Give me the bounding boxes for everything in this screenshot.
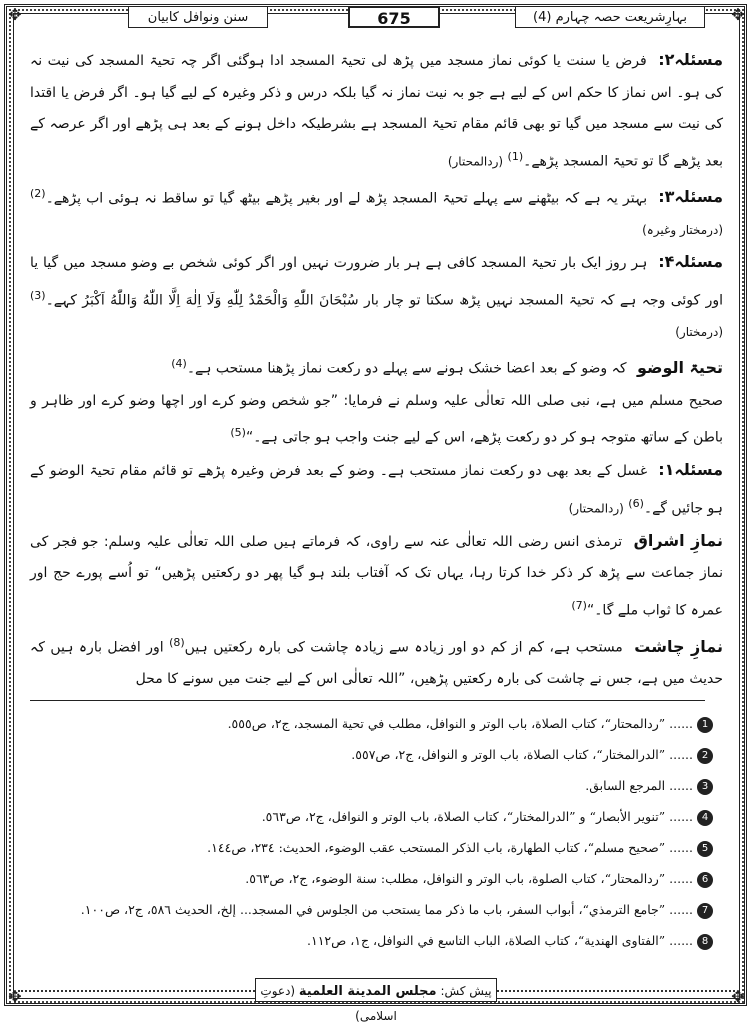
footnote-divider xyxy=(30,700,705,701)
footnote-text: ”جامع الترمذي“، أبواب السفر، باب ما ذكر مما يستحب من الجلوس في المسجد... إلخ، الحديث ٥٨٦، ج٢، ص١٠٠. xyxy=(80,902,666,917)
paragraph-text: ہر روز ایک بار تحیۃ المسجد کافی ہے ہر بار ضرورت نہیں اور اگر کوئی شخص بے وضو مسجد میں گیا یا اور کوئی وجہ ہے کہ تحیۃ المسجد نہیں پڑھ سکتا تو چار بار سُبْحَانَ اللّٰهِ وَالْحَمْدُ لِلّٰهِ وَلَا اِلٰهَ اِلَّا اللّٰهُ وَاللّٰهُ اَكْبَرُ کہے۔ xyxy=(30,255,723,309)
footnote-item: 4...... ”تنوير الأبصار“ و ”الدرالمختار“، كتاب الصلاة، باب الوتر و النوافل، ج٢، ص٥٦٣. xyxy=(30,801,713,832)
paragraph-masala-1 xyxy=(30,454,723,525)
footnote-item: 1...... ”ردالمحتار“، كتاب الصلاة، باب الوتر و النوافل، مطلب في تحية المسجد، ج٢، ص٥٥٥. xyxy=(30,708,713,739)
source-citation: (درمختار وغیرہ) xyxy=(642,222,723,237)
page-footer xyxy=(0,978,753,1023)
footnote-item: 6...... ”ردالمحتار“، كتاب الصلوة، باب الوتر و النوافل، مطلب: سنة الوضوء، ج٢، ص٥٦٣. xyxy=(30,863,713,894)
publisher-label: پیش کش: xyxy=(440,984,492,998)
publisher-sub: (دعوتِ اسلامی) xyxy=(260,984,397,1023)
footnote-number: 6 xyxy=(697,872,713,888)
corner-ornament-icon: ✥ xyxy=(731,987,745,1006)
paragraph-text: کہ وضو کے بعد اعضا خشک ہونے سے پہلے دو رکعت نماز پڑھنا مستحب ہے۔ xyxy=(186,361,627,378)
paragraph-masala-2 xyxy=(30,44,723,178)
paragraph-text: ترمذی انس رضی اللہ تعالٰی عنہ سے راوی، کہ فرماتے ہیں صلی اللہ تعالٰی علیہ وسلم: جو فجر کی نماز جماعت سے پڑھ کر ذکر خدا کرتا رہا، یہاں تک کہ آفتاب بلند ہو گیا پھر دو رکعتیں پڑھیں“ تو اُسے پورے حج اور عمرہ کا ثواب ملے گا۔“ xyxy=(30,533,723,619)
footnote-ref: (4) xyxy=(171,357,187,371)
publisher-box xyxy=(255,978,497,1023)
footnote-ref: (3) xyxy=(30,288,46,302)
footnote-item: 5...... ”صحيح مسلم“، كتاب الطهارة، باب الذكر المستحب عقب الوضوء، الحديث: ٢٣٤، ص١٤٤. xyxy=(30,832,713,863)
publisher-name: مجلس المدينة العلمية xyxy=(298,984,437,999)
chapter-title: سنن ونوافل کابیان xyxy=(128,6,268,28)
corner-ornament-icon: ✥ xyxy=(8,987,22,1006)
footnote-number: 7 xyxy=(697,903,713,919)
footnote-number: 8 xyxy=(697,934,713,950)
paragraph-sahih-muslim xyxy=(30,386,723,455)
footnote-text: ”صحيح مسلم“، كتاب الطهارة، باب الذكر المستحب عقب الوضوء، الحديث: ٢٣٤، ص١٤٤. xyxy=(207,840,666,855)
footnote-number: 3 xyxy=(697,779,713,795)
footnote-text: ”ردالمحتار“، كتاب الصلوة، باب الوتر و النوافل، مطلب: سنة الوضوء، ج٢، ص٥٦٣. xyxy=(245,871,666,886)
masala-heading: مسئلہ۴: xyxy=(658,252,724,272)
footnote-text: ”تنوير الأبصار“ و ”الدرالمختار“، كتاب الصلاة، باب الوتر و النوافل، ج٢، ص٥٦٣. xyxy=(261,809,666,824)
footnote-text: ”ردالمحتار“، كتاب الصلاة، باب الوتر و النوافل، مطلب في تحية المسجد، ج٢، ص٥٥٥. xyxy=(227,716,666,731)
paragraph-text: مستحب ہے، کم از کم دو اور زیادہ سے زیادہ چاشت کی بارہ رکعتیں ہیں xyxy=(184,639,623,656)
footnote-text: المرجع السابق. xyxy=(585,778,666,793)
footnote-item: 8...... ”الفتاوى الهندية“، كتاب الصلاة، الباب التاسع في النوافل، ج١، ص١١٢. xyxy=(30,925,713,956)
footnote-number: 2 xyxy=(697,748,713,764)
paragraph-ishraq xyxy=(30,525,723,627)
paragraph-text: فرض یا سنت یا کوئی نماز مسجد میں پڑھ لی تحیۃ المسجد ادا ہوگئی اگر چہ تحیۃ المسجد کی نیت نہ کی ہو۔ اس نماز کا حکم اس کے لیے ہے جو بہ نیت نماز نہ گیا بلکہ درس و ذکر وغیرہ کے لیے گیا ہو۔ اگر فرض یا اقتدا کی نیت سے مسجد میں گیا تو بھی قائم مقام تحیۃ المسجد ہے بشرطیکہ داخل ہونے کے بعد ہی پڑھے اور اگر عرصہ کے بعد پڑھے گا تو تحیۃ المسجد پڑھے۔ xyxy=(30,53,723,170)
paragraph-text: غسل کے بعد بھی دو رکعت نماز مستحب ہے۔ وضو کے بعد فرض وغیرہ پڑھے تو قائم مقام تحیۃ الوضو کے ہو جائیں گے۔ xyxy=(30,463,723,517)
page-number: 675 xyxy=(348,6,440,28)
paragraph-tahiyat-ul-wudu xyxy=(30,348,723,385)
source-citation: (ردالمحتار) xyxy=(447,154,504,169)
paragraph-text: بہتر یہ ہے کہ بیٹھنے سے پہلے تحیۃ المسجد پڑھ لے اور بغیر پڑھے بیٹھ گیا تو ساقط نہ ہوئی اب پڑھے۔ xyxy=(45,190,648,207)
masala-heading: مسئلہ۲: xyxy=(658,50,724,69)
book-title: بہارِشریعت حصہ چہارم (4) xyxy=(515,6,705,28)
section-heading: تحیۃ الوضو xyxy=(636,358,723,378)
paragraph-text: صحیح مسلم میں ہے، نبی صلی اللہ تعالٰی علیہ وسلم نے فرمایا: ”جو شخص وضو کرے اور اچھا وضو کرے اور ظاہر و باطن کے ساتھ متوجہ ہو کر دو رکعت پڑھے، اس کے لیے جنت واجب ہو جاتی ہے۔“ xyxy=(30,392,723,446)
footnotes xyxy=(30,708,713,956)
footnote-item: 7...... ”جامع الترمذي“، أبواب السفر، باب ما ذكر مما يستحب من الجلوس في المسجد... إلخ، الحديث ٥٨٦، ج٢، ص١٠٠. xyxy=(30,894,713,925)
page-header xyxy=(18,6,735,30)
masala-heading: مسئلہ۱: xyxy=(658,460,723,480)
footnote-ref: (8) xyxy=(169,636,185,650)
footnote-item: 2...... ”الدرالمختار“، كتاب الصلاة، باب الوتر و النوافل، ج٢، ص٥٥٧. xyxy=(30,739,713,770)
masala-heading: مسئلہ۳: xyxy=(658,187,724,207)
footnote-number: 1 xyxy=(697,717,713,733)
source-citation: (درمختار) xyxy=(675,324,723,339)
footnote-number: 5 xyxy=(697,841,713,857)
footnote-ref: (7) xyxy=(571,598,587,612)
source-citation: (ردالمحتار) xyxy=(568,501,624,516)
footnote-text: ”الفتاوى الهندية“، كتاب الصلاة، الباب التاسع في النوافل، ج١، ص١١٢. xyxy=(307,933,666,948)
section-heading: نمازِ اشراق xyxy=(633,530,724,550)
footnote-number: 4 xyxy=(697,810,713,826)
section-heading: نمازِ چاشت xyxy=(634,636,723,656)
main-text xyxy=(30,44,723,696)
paragraph-masala-4 xyxy=(30,246,723,348)
footnote-ref: (2) xyxy=(30,186,46,200)
footnote-text: ”الدرالمختار“، كتاب الصلاة، باب الوتر و النوافل، ج٢، ص٥٥٧. xyxy=(351,747,666,762)
footnote-ref: (5) xyxy=(230,426,246,440)
footnote-item: 3...... المرجع السابق. xyxy=(30,770,713,801)
corner-ornament-icon: ✥ xyxy=(731,5,745,24)
paragraph-chasht xyxy=(30,627,723,696)
corner-ornament-icon: ✥ xyxy=(8,5,22,24)
footnote-ref: (6) xyxy=(628,496,644,510)
footnote-ref: (1) xyxy=(507,149,524,163)
paragraph-text: اور افضل بارہ ہیں کہ حدیث میں ہے، جس نے چاشت کی بارہ رکعتیں پڑھیں، ”اللہ تعالٰی اس کے لیے جنت میں سونے کا محل xyxy=(30,639,723,688)
paragraph-masala-3 xyxy=(30,178,723,247)
